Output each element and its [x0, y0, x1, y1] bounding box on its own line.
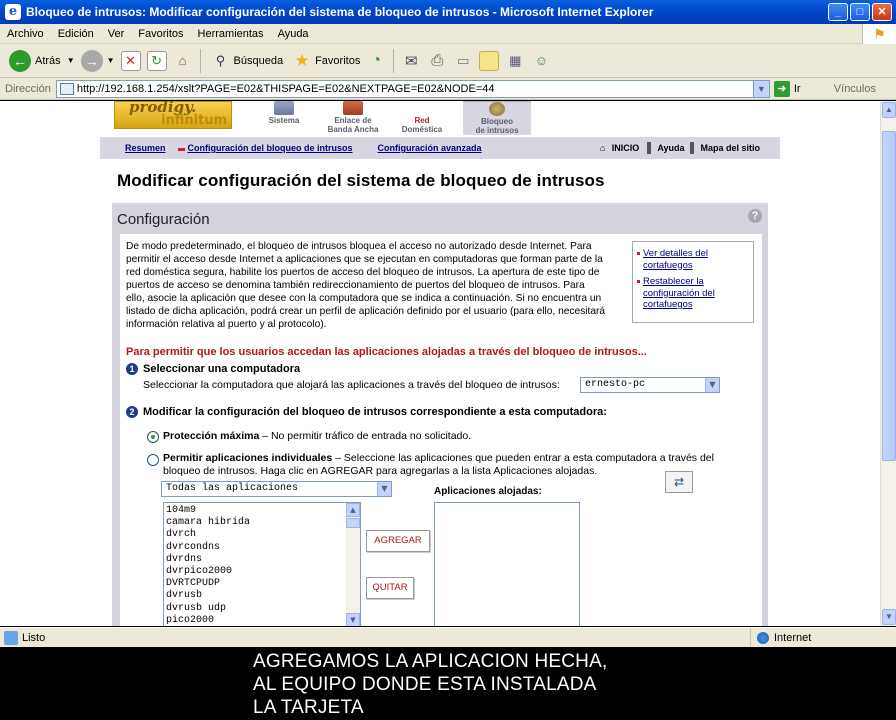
home-network-icon	[412, 101, 432, 115]
menu-ver[interactable]: Ver	[107, 27, 125, 40]
menu-archivo[interactable]: Archivo	[7, 27, 44, 40]
tab-sistema[interactable]: Sistema	[252, 101, 316, 135]
messenger-icon[interactable]: ☺	[534, 53, 548, 68]
ayuda-link[interactable]: Ayuda	[657, 143, 685, 153]
broadband-icon	[343, 101, 363, 115]
option-aplicaciones-individuales: Permitir aplicaciones individuales – Seleccione las aplicaciones que pueden entrar a esta computadora a través del bloqueo de intrusos. Haga clic en AGREGAR para agregarlas a la lista Aplicaciones alojadas.	[163, 452, 714, 477]
edit-icon[interactable]: ▭	[457, 52, 470, 68]
tab-bloqueo-de-intrusos[interactable]: Bloqueo de intrusos	[463, 101, 531, 135]
list-item[interactable]: dvrdns	[166, 553, 203, 565]
remove-button[interactable]: QUITAR	[366, 577, 414, 599]
stop-icon[interactable]: ✕	[121, 51, 141, 71]
edit-application-button[interactable]	[665, 471, 693, 493]
home-icon: ⌂	[599, 143, 606, 153]
mail-icon[interactable]: ✉	[405, 52, 418, 70]
favorites-button[interactable]	[286, 47, 363, 75]
star-icon: ★	[294, 50, 310, 70]
back-dropdown-icon[interactable]: ▼	[66, 56, 75, 65]
link-ver-detalles-cortafuegos[interactable]: Ver detalles del cortafuegos	[643, 248, 749, 271]
close-button[interactable]: ✕	[872, 3, 892, 21]
video-subtitles	[0, 647, 896, 720]
security-zone: Internet	[750, 628, 811, 648]
address-label: Dirección	[5, 82, 51, 95]
link-restablecer-cortafuegos[interactable]: Restablecer la configuración del cortafuegos	[643, 276, 749, 311]
forward-arrow-icon: →	[81, 50, 103, 72]
menu-favoritos[interactable]: Favoritos	[138, 27, 184, 40]
address-input[interactable]	[56, 80, 770, 98]
scroll-down-icon[interactable]: ▼	[882, 609, 896, 625]
subtitle-line: AL EQUIPO DONDE ESTA INSTALADA	[253, 674, 597, 695]
back-arrow-icon: ←	[9, 50, 31, 72]
configuration-panel	[112, 203, 768, 626]
link-resumen[interactable]: Resumen	[125, 143, 166, 153]
forward-dropdown-icon[interactable]: ▼	[106, 56, 115, 65]
list-item[interactable]: pico2000	[166, 614, 215, 626]
link-configuracion-bloqueo[interactable]: Configuración del bloqueo de intrusos	[187, 143, 353, 153]
list-item[interactable]: 104m9	[166, 505, 197, 516]
list-item[interactable]: dvrcondns	[166, 541, 221, 553]
title-bar	[0, 0, 896, 24]
menu-bar	[0, 24, 896, 44]
panel-title: Configuración	[117, 211, 210, 228]
list-scrollbar[interactable]	[346, 503, 360, 626]
research-icon[interactable]: ▦	[509, 52, 522, 68]
refresh-icon[interactable]: ↻	[147, 51, 167, 71]
chevron-down-icon: ▼	[377, 482, 391, 496]
mapa-sitio-link[interactable]: Mapa del sitio	[700, 143, 760, 153]
radio-aplicaciones-individuales[interactable]	[147, 454, 159, 466]
link-configuracion-avanzada[interactable]: Configuración avanzada	[377, 143, 482, 153]
scroll-up-icon[interactable]: ▲	[882, 102, 896, 118]
scroll-thumb[interactable]	[882, 131, 896, 461]
tab-red-domestica[interactable]: Red Doméstica	[390, 101, 454, 135]
back-button[interactable]	[6, 47, 78, 75]
chevron-down-icon: ▼	[705, 378, 719, 392]
intro-text: De modo predeterminado, el bloqueo de intrusos bloquea el acceso no autorizado desde Internet. Para permitir el acceso desde Internet a aplicaciones que se ejecutan en computadoras que forman parte de la red doméstica segura, habilite los puertos de acceso del bloqueo de intrusos. La apertura de este tipo de puertos de acceso se denomina también redireccionamiento de puertos del bloqueo de intrusos. Para ello, asocie la aplicación que desee con la computadora que se indica a continuación. Si no encuentra un listado de dicha aplicación, podrá crear un perfil de aplicación definido por el usuario (para ello, necesitará información relativa al puerto y al protocolo).	[126, 241, 606, 330]
list-item[interactable]: DVRTCPUDP	[166, 578, 221, 590]
links-label[interactable]: Vínculos	[833, 82, 876, 95]
print-icon[interactable]: ⎙	[431, 52, 444, 69]
system-icon	[274, 101, 294, 115]
scroll-down-icon[interactable]: ▼	[346, 613, 360, 626]
subtitle-line: LA TARJETA	[253, 697, 364, 718]
step-1-title: 1 Seleccionar una computadora	[126, 363, 300, 375]
page-icon	[60, 83, 74, 95]
list-item[interactable]: dvrch	[166, 529, 197, 541]
applications-list[interactable]	[163, 502, 361, 626]
window-title: Bloqueo de intrusos: Modificar configuración del sistema de bloqueo de intrusos - Microsoft Internet Explorer	[26, 5, 654, 19]
address-url: http://192.168.1.254/xslt?PAGE=E02&THISPAGE=E02&NEXTPAGE=E02&NODE=44	[76, 82, 495, 95]
section-heading: Para permitir que los usuarios accedan las aplicaciones alojadas a través del bloqueo de intrusos...	[126, 346, 647, 358]
step-2-title: 2 Modificar la configuración del bloqueo de intrusos correspondiente a esta computadora:	[126, 406, 607, 418]
page-title: Modificar configuración del sistema de bloqueo de intrusos	[117, 171, 605, 190]
page-scrollbar[interactable]	[880, 101, 896, 626]
subnav-bar	[100, 137, 780, 159]
hosted-applications-list[interactable]	[434, 502, 580, 626]
status-text: Listo	[22, 631, 46, 644]
menu-edicion[interactable]: Edición	[57, 27, 94, 40]
toolbar	[0, 44, 896, 78]
address-dropdown-icon[interactable]: ▼	[753, 81, 769, 97]
side-links-box	[632, 241, 754, 323]
ie-icon: e	[5, 4, 21, 20]
search-icon: ⚲	[215, 52, 226, 68]
page-viewport	[0, 101, 880, 626]
scroll-thumb[interactable]	[346, 518, 360, 528]
home-icon[interactable]: ⌂	[178, 53, 187, 68]
maximize-button[interactable]: □	[850, 3, 870, 21]
favorites-label: Favoritos	[315, 54, 361, 67]
list-item[interactable]: dvrusb	[166, 590, 203, 602]
help-icon[interactable]: ?	[748, 209, 762, 223]
list-item[interactable]: camara hibrida	[166, 517, 251, 529]
radio-proteccion-maxima[interactable]	[147, 431, 159, 443]
computer-select[interactable]: ernesto-pc ▼	[580, 377, 720, 393]
firewall-icon	[489, 102, 505, 116]
prodigy-logo: prodigy. infinitum	[114, 101, 232, 129]
hosted-apps-label: Aplicaciones alojadas:	[434, 486, 542, 497]
inicio-link[interactable]: ⌂ INICIO	[599, 143, 640, 153]
menu-herramientas[interactable]: Herramientas	[197, 27, 264, 40]
category-select[interactable]: Todas las aplicaciones ▼	[161, 481, 392, 497]
computer-edit-icon: ⇄	[673, 475, 685, 489]
status-bar	[0, 627, 896, 647]
tab-enlace-banda-ancha[interactable]: Enlace de Banda Ancha	[320, 101, 386, 135]
list-item[interactable]: dvrusb udp	[166, 602, 227, 614]
search-label: Búsqueda	[233, 54, 284, 67]
windows-logo-icon: ⚑	[862, 24, 896, 44]
list-item[interactable]: dvrpico2000	[166, 566, 233, 578]
history-icon[interactable]: ◔	[371, 51, 382, 69]
subtitle-line: AGREGAMOS LA APLICACION HECHA,	[253, 651, 608, 672]
page-status-icon	[4, 631, 18, 645]
forward-button[interactable]	[78, 47, 118, 75]
panel-body	[120, 234, 762, 626]
go-arrow-icon: ➜	[774, 81, 790, 97]
option-proteccion-maxima: Protección máxima – No permitir tráfico de entrada no solicitado.	[163, 430, 472, 442]
step-1-description: Seleccionar la computadora que alojará las aplicaciones a través del bloqueo de intrusos:	[143, 379, 560, 391]
add-button[interactable]: AGREGAR	[366, 530, 430, 552]
menu-ayuda[interactable]: Ayuda	[277, 27, 309, 40]
go-button[interactable]	[774, 81, 801, 97]
go-label: Ir	[793, 82, 801, 95]
minimize-button[interactable]: _	[828, 3, 848, 21]
back-label: Atrás	[35, 54, 61, 67]
scroll-up-icon[interactable]: ▲	[346, 503, 360, 517]
notes-icon[interactable]	[479, 51, 499, 71]
globe-icon	[757, 632, 769, 644]
address-bar	[0, 78, 896, 100]
search-button[interactable]	[205, 47, 287, 75]
